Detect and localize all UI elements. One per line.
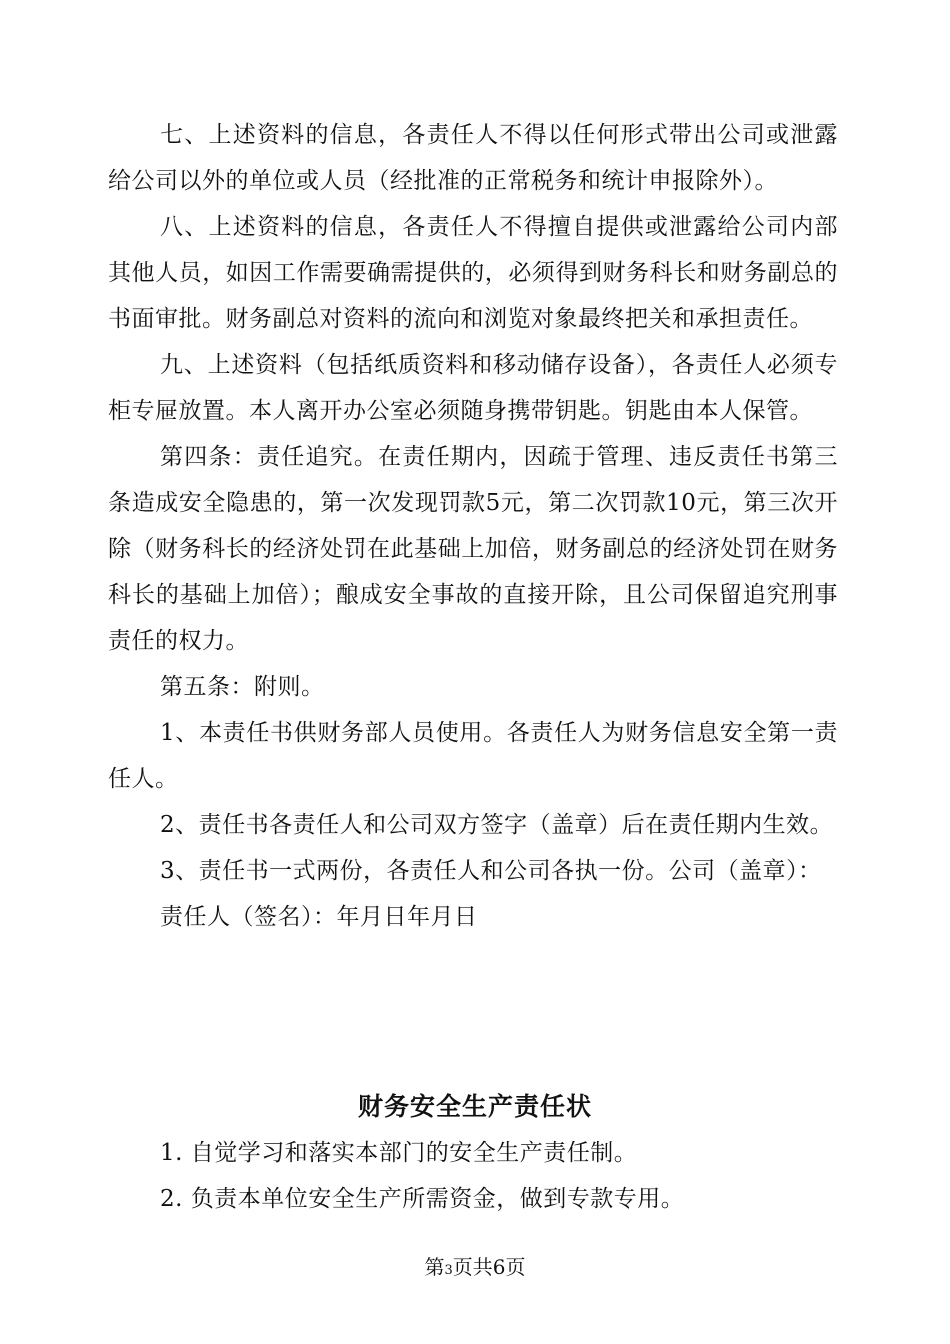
supplementary-item-1: 1、本责任书供财务部人员使用。各责任人为财务信息安全第一责任人。 <box>108 720 838 792</box>
footer-prefix: 第 <box>424 1255 445 1279</box>
paragraph-eight: 八、上述资料的信息，各责任人不得擅自提供或泄露给公司内部其他人员，如因工作需要确需提供的，必须得到财务科长和财务副总的书面审批。财务副总对资料的流向和浏览对象最终把关和承担责任。 <box>108 214 838 332</box>
paragraph-seven: 七、上述资料的信息，各责任人不得以任何形式带出公司或泄露给公司以外的单位或人员（经批准的正常税务和统计申报除外）。 <box>108 122 838 194</box>
paragraph-nine: 九、上述资料（包括纸质资料和移动储存设备），各责任人必须专柜专屉放置。本人离开办公室必须随身携带钥匙。钥匙由本人保管。 <box>108 352 838 424</box>
footer-page-number: 3 <box>444 1263 453 1278</box>
list-item: 2. 负责本单位安全生产所需资金，做到专款专用。 <box>160 1186 685 1212</box>
second-document-title: 财务安全生产责任状 <box>357 1092 592 1121</box>
footer-suffix: 页 <box>505 1255 526 1279</box>
supplementary-item-3: 3、责任书一式两份，各责任人和公司各执一份。公司（盖章）： <box>160 858 822 884</box>
footer-total-pages: 6 <box>492 1255 506 1279</box>
supplementary-item-2: 2、责任书各责任人和公司双方签字（盖章）后在责任期内生效。 <box>160 812 834 838</box>
list-item: 1. 自觉学习和落实本部门的安全生产责任制。 <box>160 1140 638 1166</box>
footer-middle: 页共 <box>452 1255 493 1279</box>
body-text <box>108 112 838 940</box>
article-four: 第四条：责任追究。在责任期内，因疏于管理、违反责任书第三条造成安全隐患的，第一次发现罚款5元，第二次罚款10元，第三次开除（财务科长的经济处罚在此基础上加倍，财务副总的经济处罚在财务科长的基础上加倍）；酿成安全事故的直接开除，且公司保留追究刑事责任的权力。 <box>108 444 838 654</box>
signature-line: 责任人（签名）：年月日年月日 <box>160 904 478 930</box>
article-five: 第五条：附则。 <box>160 674 325 700</box>
second-document-list <box>160 1130 840 1222</box>
page-footer <box>0 1252 950 1286</box>
